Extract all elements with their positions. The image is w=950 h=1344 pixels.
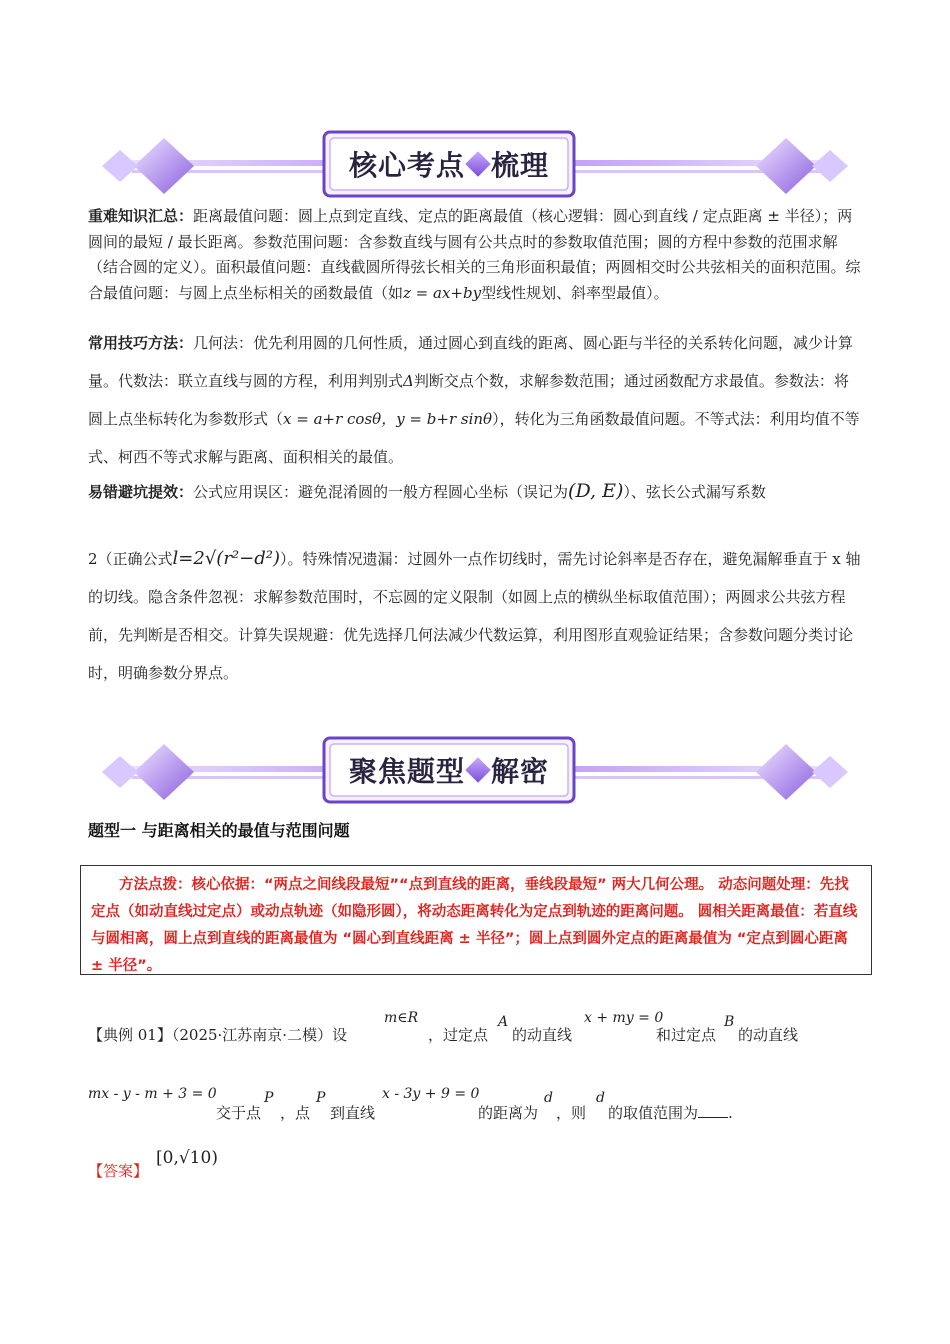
example-text-8: [478, 1102, 538, 1123]
example-text-1: [428, 1024, 488, 1045]
line-2-eq: mx - y - m + 3 = 0: [88, 1086, 217, 1102]
point-p-2: P: [316, 1090, 326, 1106]
example-t6: ，点: [280, 1104, 311, 1122]
param-formula: x = a+r cosθ，y = b+r sinθ: [283, 410, 493, 428]
example-t3: 和过定点: [656, 1026, 717, 1044]
example-t2: 的动直线: [512, 1026, 573, 1044]
var-d-2: d: [596, 1090, 605, 1106]
type-heading: 题型一 与距离相关的最值与范围问题: [88, 821, 350, 840]
summary-text-b: 型线性规划、斜率型最值）。: [481, 283, 669, 302]
section-banner-core: [92, 124, 858, 206]
example-t8: 的距离为: [478, 1104, 539, 1122]
center-formula: (D, E): [568, 480, 624, 502]
banner-title-right: 解密: [491, 755, 550, 788]
example-line-1: [88, 1024, 347, 1045]
errors-paragraph: [88, 476, 863, 507]
errors-text-c: 2（正确公式: [88, 550, 173, 568]
line-3-eq: x - 3y + 9 = 0: [382, 1086, 480, 1102]
example-t11: .: [728, 1104, 733, 1122]
errors-label: 易错避坑提效：: [88, 483, 194, 501]
example-t10: 的取值范围为: [608, 1104, 699, 1122]
diamond-icon: [465, 757, 490, 782]
summary-paragraph: [88, 204, 863, 306]
errors-text-d: ）。特殊情况遗漏：过圆外一点作切线时，需先讨论斜率是否存在，避免漏解垂直于 x 轴的切线。隐含条件忽视：求解参数范围时，不忘圆的定义限制（如圆上点的横纵坐标取值范围）；两圆求公共弦方程前，先判断是否相交。计算失误规避：优先选择几何法减少代数运算，利用图形直观验证结果；含参数问题分类讨论时，明确参数分界点。: [88, 550, 861, 682]
banner-title: [328, 748, 570, 792]
example-text-9: [556, 1102, 586, 1123]
example-t7: 到直线: [330, 1104, 376, 1122]
var-d: d: [544, 1090, 553, 1106]
methods-text-a: 几何法：优先利用圆的几何性质，通过圆心到直线的距离、圆心距与半径的关系转化问题，减少计算量。代数法：联立直线与圆的方程，利用判别式: [88, 334, 854, 390]
example-text-6: [280, 1102, 310, 1123]
method-tip-box: [80, 865, 872, 975]
delta-symbol: Δ: [403, 372, 414, 390]
example-t5: 交于点: [216, 1104, 262, 1122]
banner-title-left: 核心考点: [348, 149, 465, 182]
banner-title-left: 聚焦题型: [348, 755, 465, 788]
example-text-7: [330, 1102, 375, 1123]
example-t1: ，过定点: [428, 1026, 489, 1044]
chord-formula: l=2√(r²−d²): [172, 548, 280, 569]
example-t9: ，则: [556, 1104, 587, 1122]
example-text-10: [608, 1102, 733, 1123]
banner-title-right: 梳理: [491, 149, 550, 182]
example-text-2: [512, 1024, 572, 1045]
errors-text-a: 公式应用误区：避免混淆圆的一般方程圆心坐标（误记为: [193, 483, 569, 501]
example-text-4: [738, 1024, 798, 1045]
errors-text-b: ）、弦长公式漏写系数: [623, 483, 766, 501]
errors-paragraph-cont: [88, 540, 863, 692]
summary-label: 重难知识汇总：: [88, 207, 194, 225]
answer-value: [0,√10): [156, 1148, 218, 1168]
banner-title: [328, 142, 570, 186]
answer-label: 【答案】: [88, 1162, 149, 1180]
example-t4: 的动直线: [738, 1026, 799, 1044]
example-text-5: [216, 1102, 261, 1123]
m-in-r: m∈R: [384, 1010, 419, 1026]
methods-text-c: ），转化为三角函数最值问题。不等式法：利用均值不等式、柯西不等式求解与距离、面积相关的最值。: [88, 410, 860, 466]
line-1-eq: x + my = 0: [584, 1010, 664, 1026]
diamond-icon: [465, 151, 490, 176]
point-a: A: [498, 1014, 509, 1030]
section-banner-types: [92, 730, 858, 812]
answer-blank: [698, 1103, 728, 1118]
summary-text-a: 距离最值问题：圆上点到定直线、定点的距离最值（核心逻辑：圆心到直线 / 定点距离 ± 半径）；两圆间的最短 / 最长距离。参数范围问题：含参数直线与圆有公共点时的参数取值范围；圆的方程中参数的范围求解（结合圆的定义）。面积最值问题：直线截圆所得弦长相关的三角形面积最值；两圆相交时公共弦相关的面积范围。综合最值问题：与圆上点坐标相关的函数最值（如: [88, 207, 861, 302]
point-p: P: [264, 1090, 274, 1106]
methods-text-b: 判断交点个数，求解参数范围；通过函数配方求最值。参数法：将圆上点坐标转化为参数形式（: [88, 372, 849, 428]
methods-paragraph: [88, 324, 863, 476]
point-b: B: [724, 1014, 735, 1030]
methods-label: 常用技巧方法：: [88, 334, 194, 352]
method-tip-text: 方法点拨：核心依据：“两点之间线段最短”“点到直线的距离，垂线段最短” 两大几何公理。 动态问题处理：先找定点（如动直线过定点）或动点轨迹（如隐形圆），将动态距离转化为定点到轨迹的距离问题。 圆相关距离最值：若直线与圆相离，圆上点到直线的距离最值为 “圆心到直线距离 ± 半径”；圆上点到圆外定点的距离最值为 “定点到圆心距离 ± 半径”。: [91, 877, 858, 974]
example-source: （2025·江苏南京·二模）设: [171, 1026, 348, 1044]
summary-formula: z = ax+by: [403, 283, 482, 302]
example-tag: 【典例 01】: [88, 1026, 172, 1044]
example-text-3: [656, 1024, 716, 1045]
